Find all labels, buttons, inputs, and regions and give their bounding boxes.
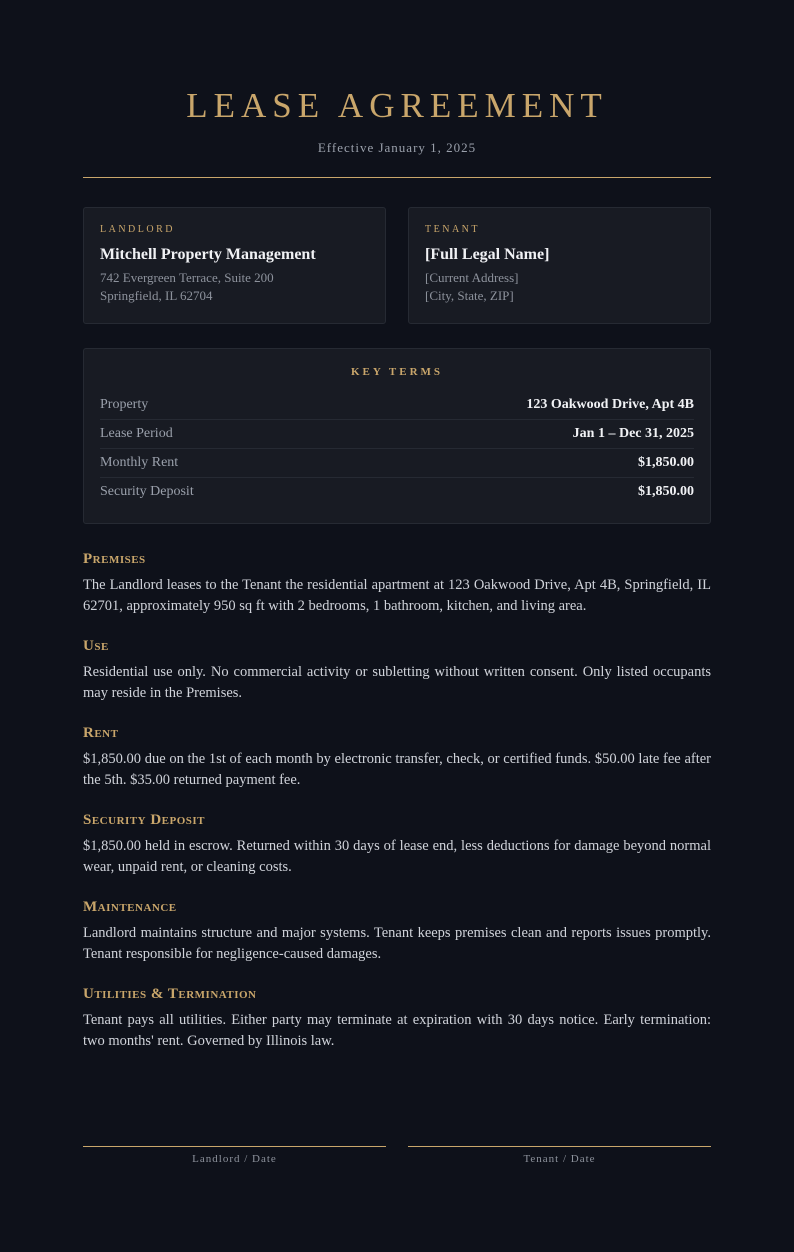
lease-document xyxy=(83,0,711,1165)
landlord-address-line2: Springfield, IL 62704 xyxy=(100,288,213,303)
section-body: The Landlord leases to the Tenant the residential apartment at 123 Oakwood Drive, Apt 4B, Springfield, IL 62701, approximately 950 sq ft with 2 bedrooms, 1 bathroom, kitchen, and living area. xyxy=(83,577,711,614)
term-label: Security Deposit xyxy=(100,484,194,499)
section-security-deposit xyxy=(83,811,711,878)
document-title: LEASE AGREEMENT xyxy=(186,86,608,125)
section-body: Tenant pays all utilities. Either party may terminate at expiration with 30 days notice. Early termination: two months' rent. Governed by Illinois law. xyxy=(83,1012,711,1049)
section-body: $1,850.00 due on the 1st of each month by electronic transfer, check, or certified funds. $50.00 late fee after the 5th. $35.00 returned payment fee. xyxy=(83,751,711,788)
landlord-label: LANDLORD xyxy=(100,224,175,235)
section-title: Premises xyxy=(83,551,146,567)
tenant-card xyxy=(408,207,711,324)
term-row-property xyxy=(100,391,694,420)
tenant-name: [Full Legal Name] xyxy=(425,246,550,263)
section-body: Landlord maintains structure and major systems. Tenant keeps premises clean and reports issues promptly. Tenant responsible for negligence-caused damages. xyxy=(83,925,711,962)
section-maintenance xyxy=(83,898,711,965)
term-value: $1,850.00 xyxy=(638,484,694,499)
term-row-lease-period xyxy=(100,420,694,449)
section-title: Maintenance xyxy=(83,899,177,915)
tenant-address-line1: [Current Address] xyxy=(425,270,519,285)
tenant-address-line2: [City, State, ZIP] xyxy=(425,288,514,303)
section-premises xyxy=(83,550,711,617)
signature-block xyxy=(83,1146,711,1166)
term-value: 123 Oakwood Drive, Apt 4B xyxy=(526,397,694,412)
term-label: Property xyxy=(100,397,149,412)
section-title: Security Deposit xyxy=(83,812,206,828)
term-row-monthly-rent xyxy=(100,449,694,478)
tenant-signature-line[interactable]: Tenant / Date xyxy=(408,1146,711,1166)
section-title: Use xyxy=(83,638,109,654)
section-title: Utilities & Termination xyxy=(83,986,257,1002)
landlord-signature-line[interactable]: Landlord / Date xyxy=(83,1146,386,1166)
parties xyxy=(83,207,711,324)
section-use xyxy=(83,637,711,704)
key-terms-card xyxy=(83,348,711,524)
section-body: $1,850.00 held in escrow. Returned within 30 days of lease end, less deductions for damage beyond normal wear, unpaid rent, or cleaning costs. xyxy=(83,838,711,875)
section-title: Rent xyxy=(83,725,119,741)
term-label: Monthly Rent xyxy=(100,455,179,470)
term-value: Jan 1 – Dec 31, 2025 xyxy=(572,426,694,441)
landlord-name: Mitchell Property Management xyxy=(100,246,316,263)
tenant-label: TENANT xyxy=(425,224,480,235)
section-body: Residential use only. No commercial activity or subletting without written consent. Only listed occupants may reside in the Premises. xyxy=(83,664,711,701)
landlord-address-line1: 742 Evergreen Terrace, Suite 200 xyxy=(100,270,274,285)
section-utilities-termination xyxy=(83,985,711,1052)
landlord-card xyxy=(83,207,386,324)
key-terms-title: KEY TERMS xyxy=(350,366,444,378)
term-row-security-deposit xyxy=(100,478,694,506)
effective-date: Effective January 1, 2025 xyxy=(317,140,477,155)
term-value: $1,850.00 xyxy=(638,455,694,470)
section-rent xyxy=(83,724,711,791)
term-label: Lease Period xyxy=(100,426,173,441)
header-divider xyxy=(83,177,711,178)
